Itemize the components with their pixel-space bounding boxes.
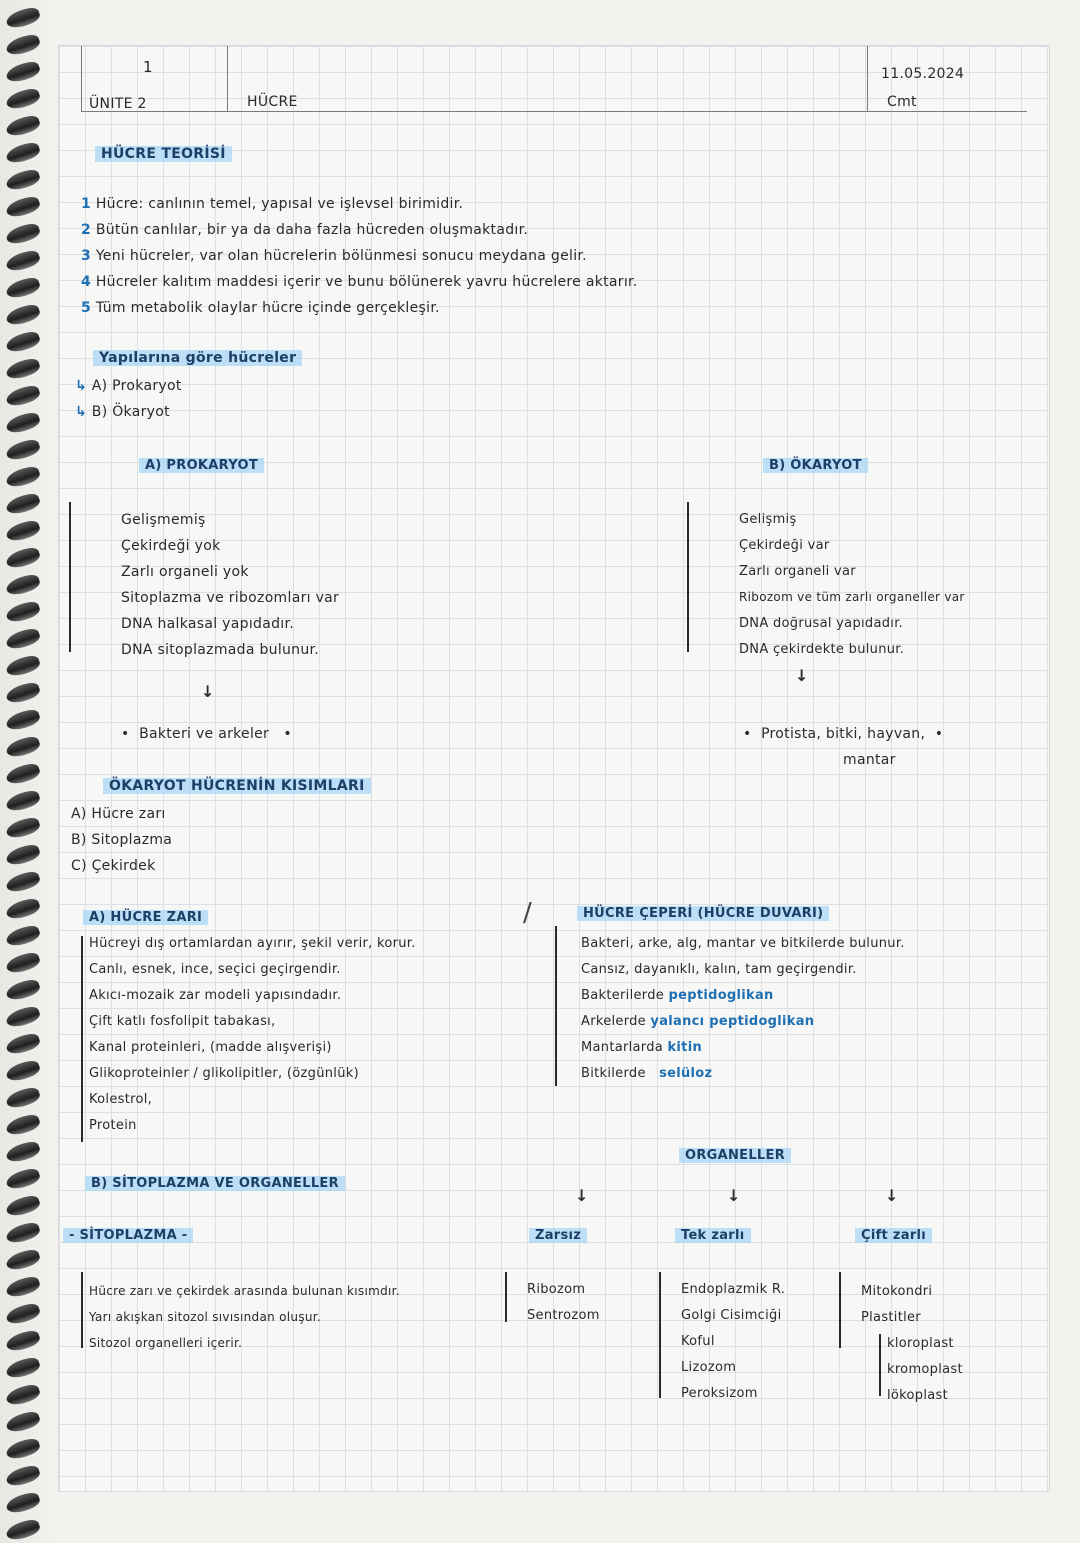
spiral-ring [4,1058,41,1084]
theory-item-number: 4 [81,274,92,290]
parts-item: C) Çekirdek [71,858,156,874]
eukaryote-item: Çekirdeği var [739,538,830,553]
spiral-ring [4,86,41,112]
page-number: 1 [143,58,153,76]
wall-item-accent: selüloz [659,1066,713,1081]
spiral-ring [4,545,41,571]
spiral-ring [4,32,41,58]
membrane-bracket [81,936,83,1142]
wall-item-text: Arkelerde [581,1014,646,1029]
prokaryote-examples-text: Bakteri ve arkeler [139,726,270,742]
organelle-item: Peroksizom [681,1386,758,1401]
parts-item: B) Sitoplazma [71,832,173,848]
organelle-item: Lizozom [681,1360,737,1375]
wall-item-accent: peptidoglikan [668,988,774,1003]
prokaryote-item: DNA sitoplazmada bulunur. [121,642,320,658]
theory-item-text: Hücre: canlının temel, yapısal ve işlevsel birimidir. [95,196,464,212]
down-arrow-icon: ↓ [885,1186,899,1205]
header-rule [81,111,1027,112]
wall-item: Cansız, dayanıklı, kalın, tam geçirgendir. [581,962,857,977]
eukaryote-item: Zarlı organeli var [739,564,856,579]
down-arrow-icon: ↓ [795,666,809,685]
wall-title: HÜCRE ÇEPERİ (HÜCRE DUVARI) [577,906,829,921]
spiral-ring [4,977,41,1003]
membrane-item: Çift katlı fosfolipit tabakası, [89,1014,276,1029]
spiral-ring [4,1355,41,1381]
spiral-ring [4,923,41,949]
header-divider-left [227,46,228,111]
eukaryote-item: Gelişmiş [739,512,797,527]
organelles-title: ORGANELLER [679,1148,791,1163]
prokaryote-item: Çekirdeği yok [121,538,221,554]
organelle-item: Plastitler [861,1310,921,1325]
theory-item-text: Hücreler kalıtım maddesi içerir ve bunu bölünerek yavru hücrelere aktarır. [95,274,638,290]
spiral-ring [4,1139,41,1165]
theory-item [81,222,528,238]
prokaryote-examples: • Bakteri ve arkeler • [121,726,292,742]
membrane-item: Protein [89,1118,137,1133]
arrow-icon: ↳ [75,404,88,420]
theory-item [81,274,638,290]
spiral-ring [4,1517,41,1543]
spiral-ring [4,1220,41,1246]
down-arrow-icon: ↓ [727,1186,741,1205]
spiral-ring [4,896,41,922]
plastid-item: kloroplast [887,1336,954,1351]
spiral-ring [4,1463,41,1489]
spiral-ring [4,1301,41,1327]
divider-slash: / [523,898,533,928]
spiral-ring [4,140,41,166]
cytoplasm-item: Sitozol organelleri içerir. [89,1336,243,1350]
membrane-item: Canlı, esnek, ince, seçici geçirgendir. [89,962,341,977]
theory-item-text: Tüm metabolik olaylar hücre içinde gerçekleşir. [95,300,440,316]
spiral-ring [4,842,41,868]
prokaryote-item: Zarlı organeli yok [121,564,249,580]
spiral-ring [4,761,41,787]
spiral-ring [4,599,41,625]
spiral-ring [4,167,41,193]
spiral-ring [4,734,41,760]
theory-item [81,300,440,316]
theory-item-text: Yeni hücreler, var olan hücrelerin bölünmesi sonucu meydana gelir. [95,248,587,264]
prokaryote-item: Sitoplazma ve ribozomları var [121,590,340,606]
spiral-ring [4,1004,41,1030]
organelle-item: Ribozom [527,1282,586,1297]
notebook-spiral [0,0,58,1543]
organelle-item: Sentrozom [527,1308,600,1323]
plastid-item: kromoplast [887,1362,963,1377]
spiral-ring [4,194,41,220]
wall-item [581,1014,814,1029]
eukaryote-title: B) ÖKARYOT [763,458,868,473]
eukaryote-bracket [687,502,689,652]
spiral-ring [4,869,41,895]
unit-label: ÜNITE 2 [89,96,147,112]
wall-item [581,1040,702,1055]
date: 11.05.2024 [881,66,965,82]
organelle-item: Golgi Cisimciği [681,1308,782,1323]
eukaryote-item: DNA çekirdekte bulunur. [739,642,905,657]
theory-item-text: Bütün canlılar, bir ya da daha fazla hücreden oluşmaktadır. [95,222,529,238]
eukaryote-examples-line1: Protista, bitki, hayvan, [761,726,926,742]
spiral-ring [4,248,41,274]
spiral-ring [4,1193,41,1219]
spiral-ring [4,950,41,976]
theory-title: HÜCRE TEORİSİ [95,146,232,162]
spiral-ring [4,5,41,31]
theory-item-number: 5 [81,300,92,316]
down-arrow-icon: ↓ [575,1186,589,1205]
spiral-ring [4,275,41,301]
down-arrow-icon: ↓ [201,682,215,701]
spiral-ring [4,1328,41,1354]
spiral-ring [4,1274,41,1300]
membrane-item: Kolestrol, [89,1092,153,1107]
organelle-group-label: Tek zarlı [675,1228,751,1243]
cytoplasm-subtitle: - SİTOPLAZMA - [63,1228,193,1243]
spiral-ring [4,653,41,679]
spiral-ring [4,788,41,814]
membrane-item: Glikoproteinler / glikolipitler, (özgünlük) [89,1066,359,1081]
spiral-ring [4,1409,41,1435]
wall-bracket [555,926,557,1086]
spiral-ring [4,626,41,652]
theory-item [81,196,463,212]
spiral-ring [4,1166,41,1192]
parts-title: ÖKARYOT HÜCRENİN KISIMLARI [103,778,371,794]
wall-item-text: Bakterilerde [581,988,665,1003]
spiral-ring [4,410,41,436]
plastid-bracket [879,1334,881,1396]
margin-rule [81,46,82,111]
spiral-ring [4,707,41,733]
spiral-ring [4,518,41,544]
plastid-item: lökoplast [887,1388,948,1403]
wall-item [581,1066,712,1081]
organelle-item: Endoplazmik R. [681,1282,786,1297]
spiral-ring [4,302,41,328]
spiral-ring [4,59,41,85]
type-item [75,378,182,394]
notebook-page [58,45,1050,1492]
spiral-ring [4,572,41,598]
eukaryote-item: Ribozom ve tüm zarlı organeller var [739,590,965,604]
theory-item [81,248,587,264]
wall-item: Bakteri, arke, alg, mantar ve bitkilerde bulunur. [581,936,905,951]
wall-item-accent: kitin [667,1040,703,1055]
prokaryote-bracket [69,502,71,652]
cytoplasm-bracket [81,1272,83,1348]
spiral-ring [4,491,41,517]
theory-item-number: 2 [81,222,92,238]
organelle-item: Koful [681,1334,715,1349]
subject-label: HÜCRE [247,94,298,110]
theory-item-number: 3 [81,248,92,264]
type-item [75,404,170,420]
spiral-ring [4,1112,41,1138]
cytoplasm-item: Yarı akışkan sitozol sıvısından oluşur. [89,1310,322,1324]
spiral-ring [4,383,41,409]
header-divider-right [867,46,868,111]
types-title: Yapılarına göre hücreler [93,350,302,366]
spiral-ring [4,1031,41,1057]
parts-item: A) Hücre zarı [71,806,166,822]
organelle-group-bracket [505,1272,507,1322]
wall-item-text: Mantarlarda [581,1040,664,1055]
spiral-ring [4,437,41,463]
arrow-icon: ↳ [75,378,88,394]
spiral-ring [4,680,41,706]
spiral-ring [4,1085,41,1111]
organelle-group-bracket [839,1272,841,1348]
spiral-ring [4,464,41,490]
membrane-item: Akıcı-mozaik zar modeli yapısındadır. [89,988,342,1003]
organelle-group-label: Zarsız [529,1228,587,1243]
type-item-text: A) Prokaryot [91,378,182,394]
membrane-item: Hücreyi dış ortamlardan ayırır, şekil verir, korur. [89,936,416,951]
prokaryote-item: Gelişmemiş [121,512,206,528]
cytoplasm-title: B) SİTOPLAZMA VE ORGANELLER [85,1176,345,1191]
spiral-ring [4,329,41,355]
eukaryote-item: DNA doğrusal yapıdadır. [739,616,904,631]
spiral-ring [4,1490,41,1516]
spiral-ring [4,1382,41,1408]
type-item-text: B) Ökaryot [91,404,170,420]
prokaryote-title: A) PROKARYOT [139,458,264,473]
wall-item-text: Bitkilerde [581,1066,646,1081]
spiral-ring [4,221,41,247]
cytoplasm-item: Hücre zarı ve çekirdek arasında bulunan kısımdır. [89,1284,400,1298]
eukaryote-examples: • Protista, bitki, hayvan, • [743,726,944,742]
membrane-title: A) HÜCRE ZARI [83,910,208,925]
eukaryote-examples-line2: mantar [843,752,896,768]
spiral-ring [4,113,41,139]
organelle-item: Mitokondri [861,1284,933,1299]
prokaryote-item: DNA halkasal yapıdadır. [121,616,294,632]
wall-item [581,988,774,1003]
spiral-ring [4,1436,41,1462]
spiral-ring [4,1247,41,1273]
membrane-item: Kanal proteinleri, (madde alışverişi) [89,1040,332,1055]
wall-item-accent: yalancı peptidoglikan [650,1014,815,1029]
spiral-ring [4,815,41,841]
organelle-group-label: Çift zarlı [855,1228,932,1243]
spiral-ring [4,356,41,382]
day: Cmt [887,94,917,110]
theory-item-number: 1 [81,196,92,212]
organelle-group-bracket [659,1272,661,1398]
